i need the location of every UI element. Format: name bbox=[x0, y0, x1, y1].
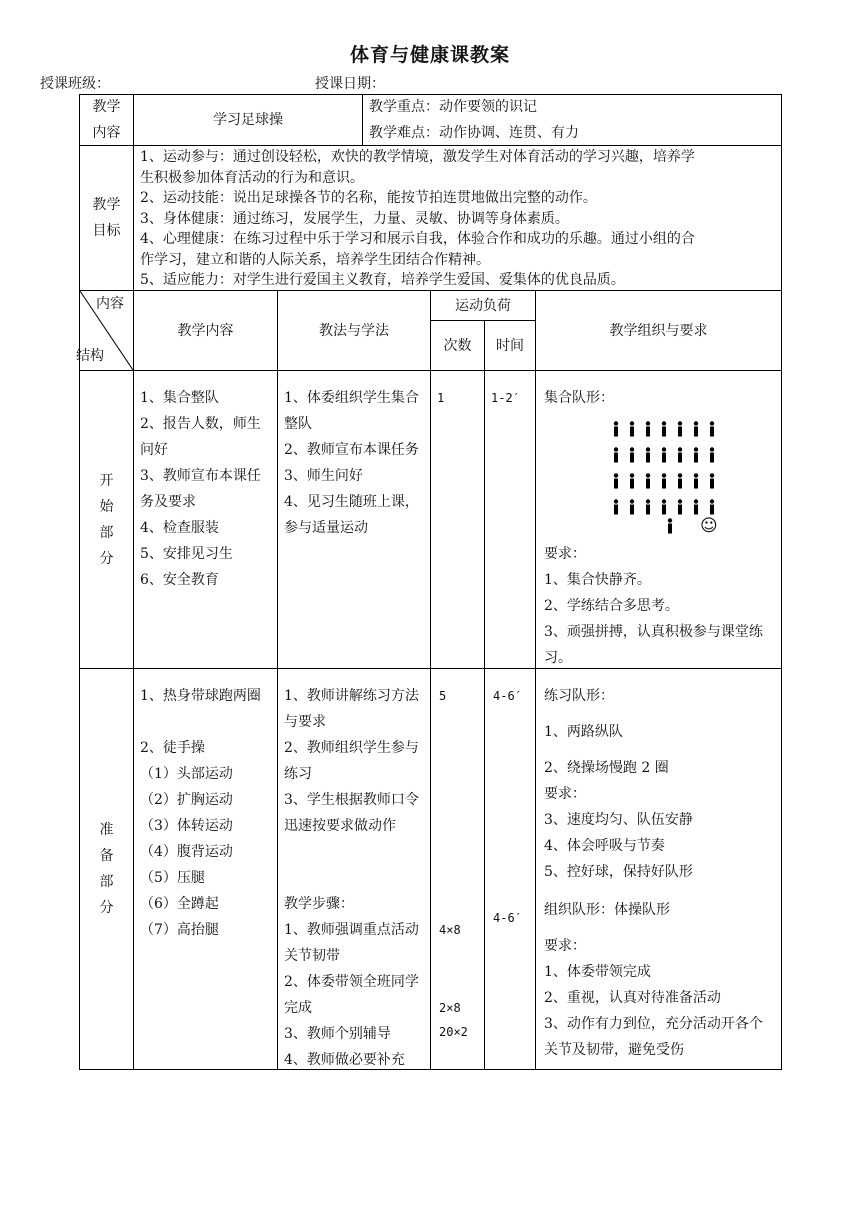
content-value-cell bbox=[133, 94, 363, 146]
diag-top-label: 内容 bbox=[96, 296, 124, 312]
start-section-char: 部 bbox=[99, 524, 114, 541]
objectives-label-2: 目标 bbox=[92, 223, 121, 239]
start-content-cell bbox=[133, 370, 278, 669]
start-section-cell bbox=[79, 370, 134, 669]
teaching-difficulty: 教学难点：动作协调、连贯、有力 bbox=[369, 125, 579, 141]
prep-step-item: 1、教师强调重点活动 bbox=[284, 922, 419, 938]
student-icon bbox=[688, 445, 704, 465]
prep-org-item: 2、绕操场慢跑 2 圈 bbox=[544, 760, 669, 776]
objectives-label-cell bbox=[79, 145, 134, 291]
start-content-item: 5、安排见习生 bbox=[140, 546, 233, 562]
start-section-char: 开 bbox=[99, 472, 114, 489]
prep-org-title-2: 组织队形：体操队形 bbox=[544, 902, 670, 918]
objectives-label-1: 教学 bbox=[92, 197, 121, 213]
student-icon bbox=[624, 471, 640, 491]
prep-content-item: （2）扩胸运动 bbox=[140, 792, 233, 808]
student-formation bbox=[608, 416, 720, 520]
prep-content-item: 1、热身带球跑两圈 bbox=[140, 688, 261, 704]
prep-req-2: 2、重视，认真对待准备活动 bbox=[544, 990, 721, 1006]
prep-step-item: 完成 bbox=[284, 1000, 312, 1016]
prep-org-item: 1、两路纵队 bbox=[544, 724, 623, 740]
student-icon bbox=[672, 471, 688, 491]
start-method-item: 3、师生问好 bbox=[284, 468, 363, 484]
prep-method-item: 2、教师组织学生参与 bbox=[284, 740, 419, 756]
objective-line: 1、运动参与：通过创设轻松，欢快的教学情境，激发学生对体育活动的学习兴趣，培养学 bbox=[140, 149, 695, 165]
objective-line: 2、运动技能：说出足球操各节的名称，能按节拍连贯地做出完整的动作。 bbox=[140, 190, 597, 206]
start-methods-cell bbox=[277, 370, 431, 669]
start-content-item: 6、安全教育 bbox=[140, 572, 219, 588]
formation-row bbox=[608, 468, 720, 494]
focus-cell bbox=[362, 94, 782, 146]
prep-count-cell bbox=[430, 668, 485, 1070]
start-method-item: 2、教师宣布本课任务 bbox=[284, 442, 419, 458]
class-label: 授课班级： bbox=[40, 76, 110, 92]
prep-req-2: 关节及韧带，避免受伤 bbox=[544, 1042, 684, 1058]
content-label-1: 教学 bbox=[92, 99, 121, 115]
prep-req-label-2: 要求： bbox=[544, 938, 586, 954]
prep-content-item: （6）全蹲起 bbox=[140, 896, 219, 912]
smiley-icon: ☺ bbox=[700, 516, 718, 536]
prep-req: 3、速度均匀、队伍安静 bbox=[544, 812, 693, 828]
start-content-item: 1、集合整队 bbox=[140, 390, 219, 406]
student-icon bbox=[688, 471, 704, 491]
student-icon bbox=[704, 471, 720, 491]
teacher-icon bbox=[666, 518, 674, 538]
header-count-label: 次数 bbox=[443, 337, 472, 354]
prep-section-cell bbox=[79, 668, 134, 1070]
prep-step-item: 2、体委带领全班同学 bbox=[284, 974, 419, 990]
start-req: 3、顽强拼搏，认真积极参与课堂练 bbox=[544, 624, 763, 640]
header-count bbox=[430, 320, 485, 371]
start-content-item: 问好 bbox=[140, 442, 168, 458]
prep-method-item: 3、学生根据教师口令 bbox=[284, 792, 419, 808]
prep-count-1: 5 bbox=[439, 689, 447, 703]
header-teaching-content bbox=[133, 290, 278, 371]
objective-line: 5、适应能力：对学生进行爱国主义教育，培养学生爱国、爱集体的优良品质。 bbox=[140, 272, 625, 288]
student-icon bbox=[624, 419, 640, 439]
teaching-focus: 教学重点：动作要领的识记 bbox=[369, 99, 537, 115]
prep-req-label: 要求： bbox=[544, 786, 586, 802]
prep-count-3: 2×8 bbox=[439, 1001, 461, 1015]
student-icon bbox=[704, 497, 720, 517]
start-time: 1-2′ bbox=[491, 391, 520, 405]
prep-organization-cell bbox=[535, 668, 782, 1070]
start-method-item: 参与适量运动 bbox=[284, 520, 368, 536]
content-label-2: 内容 bbox=[92, 125, 121, 141]
student-icon bbox=[656, 497, 672, 517]
page-title: 体育与健康课教案 bbox=[349, 44, 510, 66]
start-count-cell bbox=[430, 370, 485, 669]
prep-time-cell bbox=[484, 668, 536, 1070]
prep-method-item: 练习 bbox=[284, 766, 312, 782]
student-icon bbox=[672, 497, 688, 517]
prep-method-item: 迅速按要求做动作 bbox=[284, 818, 396, 834]
prep-section-char: 准 bbox=[99, 822, 114, 838]
student-icon bbox=[704, 445, 720, 465]
prep-methods-cell bbox=[277, 668, 431, 1070]
start-section-char: 分 bbox=[99, 550, 114, 567]
prep-step-item: 关节韧带 bbox=[284, 948, 340, 964]
student-icon bbox=[672, 445, 688, 465]
formation-row bbox=[608, 416, 720, 442]
start-req: 1、集合快静齐。 bbox=[544, 572, 651, 588]
header-methods-label: 教法与学法 bbox=[319, 322, 389, 339]
header-time-label: 时间 bbox=[496, 337, 524, 354]
prep-content-item: （7）高抬腿 bbox=[140, 922, 219, 938]
start-org-title: 集合队形： bbox=[544, 390, 614, 406]
student-icon bbox=[608, 497, 624, 517]
prep-content-cell bbox=[133, 668, 278, 1070]
student-icon bbox=[640, 445, 656, 465]
student-icon bbox=[672, 419, 688, 439]
header-organization-label: 教学组织与要求 bbox=[609, 322, 708, 339]
prep-section-char: 部 bbox=[99, 874, 114, 890]
objective-line: 作学习，建立和谐的人际关系，培养学生团结合作精神。 bbox=[140, 251, 490, 268]
prep-content-item: （3）体转运动 bbox=[140, 818, 233, 834]
start-count: 1 bbox=[437, 391, 445, 405]
prep-content-item: 2、徒手操 bbox=[140, 740, 205, 756]
diag-bottom-label: 结构 bbox=[76, 348, 104, 364]
student-icon bbox=[608, 419, 624, 439]
student-icon bbox=[656, 445, 672, 465]
prep-time-1: 4-6′ bbox=[493, 689, 522, 703]
prep-method-item: 1、教师讲解练习方法 bbox=[284, 688, 419, 704]
content-value: 学习足球操 bbox=[213, 112, 283, 128]
prep-step-item: 3、教师个别辅导 bbox=[284, 1026, 391, 1042]
student-icon bbox=[624, 445, 640, 465]
prep-req: 5、控好球，保持好队形 bbox=[544, 864, 693, 880]
header-organization bbox=[535, 290, 782, 371]
prep-req-2: 1、体委带领完成 bbox=[544, 964, 651, 980]
prep-section-char: 分 bbox=[99, 900, 114, 916]
start-req-label: 要求： bbox=[544, 546, 586, 562]
header-time bbox=[484, 320, 536, 371]
student-icon bbox=[608, 445, 624, 465]
student-icon bbox=[640, 497, 656, 517]
header-teaching-content-label: 教学内容 bbox=[177, 322, 234, 339]
objectives-cell bbox=[133, 145, 782, 291]
prep-count-2: 4×8 bbox=[439, 923, 461, 937]
start-section-char: 始 bbox=[99, 498, 114, 515]
objective-line: 3、身体健康：通过练习，发展学生，力量、灵敏、协调等身体素质。 bbox=[140, 210, 569, 227]
student-icon bbox=[688, 497, 704, 517]
objective-line: 生积极参加体育活动的行为和意识。 bbox=[140, 169, 364, 186]
prep-section-char: 备 bbox=[99, 848, 114, 864]
start-method-item: 整队 bbox=[284, 416, 312, 432]
formation-row bbox=[608, 442, 720, 468]
date-label: 授课日期： bbox=[315, 76, 385, 92]
start-time-cell bbox=[484, 370, 536, 669]
student-icon bbox=[640, 471, 656, 491]
prep-req: 4、体会呼吸与节奏 bbox=[544, 838, 665, 854]
student-icon bbox=[608, 471, 624, 491]
start-req: 习。 bbox=[544, 650, 572, 666]
student-icon bbox=[640, 419, 656, 439]
student-icon bbox=[704, 419, 720, 439]
prep-steps-label: 教学步骤： bbox=[284, 896, 354, 912]
student-icon bbox=[656, 419, 672, 439]
start-content-item: 2、报告人数，师生 bbox=[140, 416, 261, 432]
header-load-label: 运动负荷 bbox=[455, 297, 511, 314]
prep-content-item: （1）头部运动 bbox=[140, 766, 233, 782]
prep-org-title: 练习队形： bbox=[544, 688, 614, 704]
student-icon bbox=[624, 497, 640, 517]
prep-req-2: 3、动作有力到位，充分活动开各个 bbox=[544, 1016, 763, 1032]
diagonal-header-cell bbox=[76, 290, 134, 371]
student-icon bbox=[656, 471, 672, 491]
prep-content-item: （4）腹背运动 bbox=[140, 844, 233, 860]
header-load bbox=[430, 290, 536, 321]
start-content-item: 4、检查服装 bbox=[140, 520, 219, 536]
start-content-item: 务及要求 bbox=[140, 494, 196, 510]
prep-time-2: 4-6′ bbox=[493, 911, 522, 925]
header-methods bbox=[277, 290, 431, 371]
prep-count-4: 20×2 bbox=[439, 1025, 468, 1039]
start-method-item: 1、体委组织学生集合 bbox=[284, 390, 419, 406]
prep-method-item: 与要求 bbox=[284, 714, 326, 730]
prep-content-item: （5）压腿 bbox=[140, 870, 205, 886]
prep-content-item bbox=[140, 709, 271, 735]
content-label-cell bbox=[79, 94, 134, 146]
start-content-item: 3、教师宣布本课任 bbox=[140, 468, 261, 484]
start-req: 2、学练结合多思考。 bbox=[544, 598, 679, 614]
start-method-item: 4、见习生随班上课， bbox=[284, 494, 419, 510]
student-icon bbox=[688, 419, 704, 439]
prep-step-item: 4、教师做必要补充 bbox=[284, 1052, 405, 1068]
objective-line: 4、心理健康：在练习过程中乐于学习和展示自我，体验合作和成功的乐趣。通过小组的合 bbox=[140, 231, 695, 247]
